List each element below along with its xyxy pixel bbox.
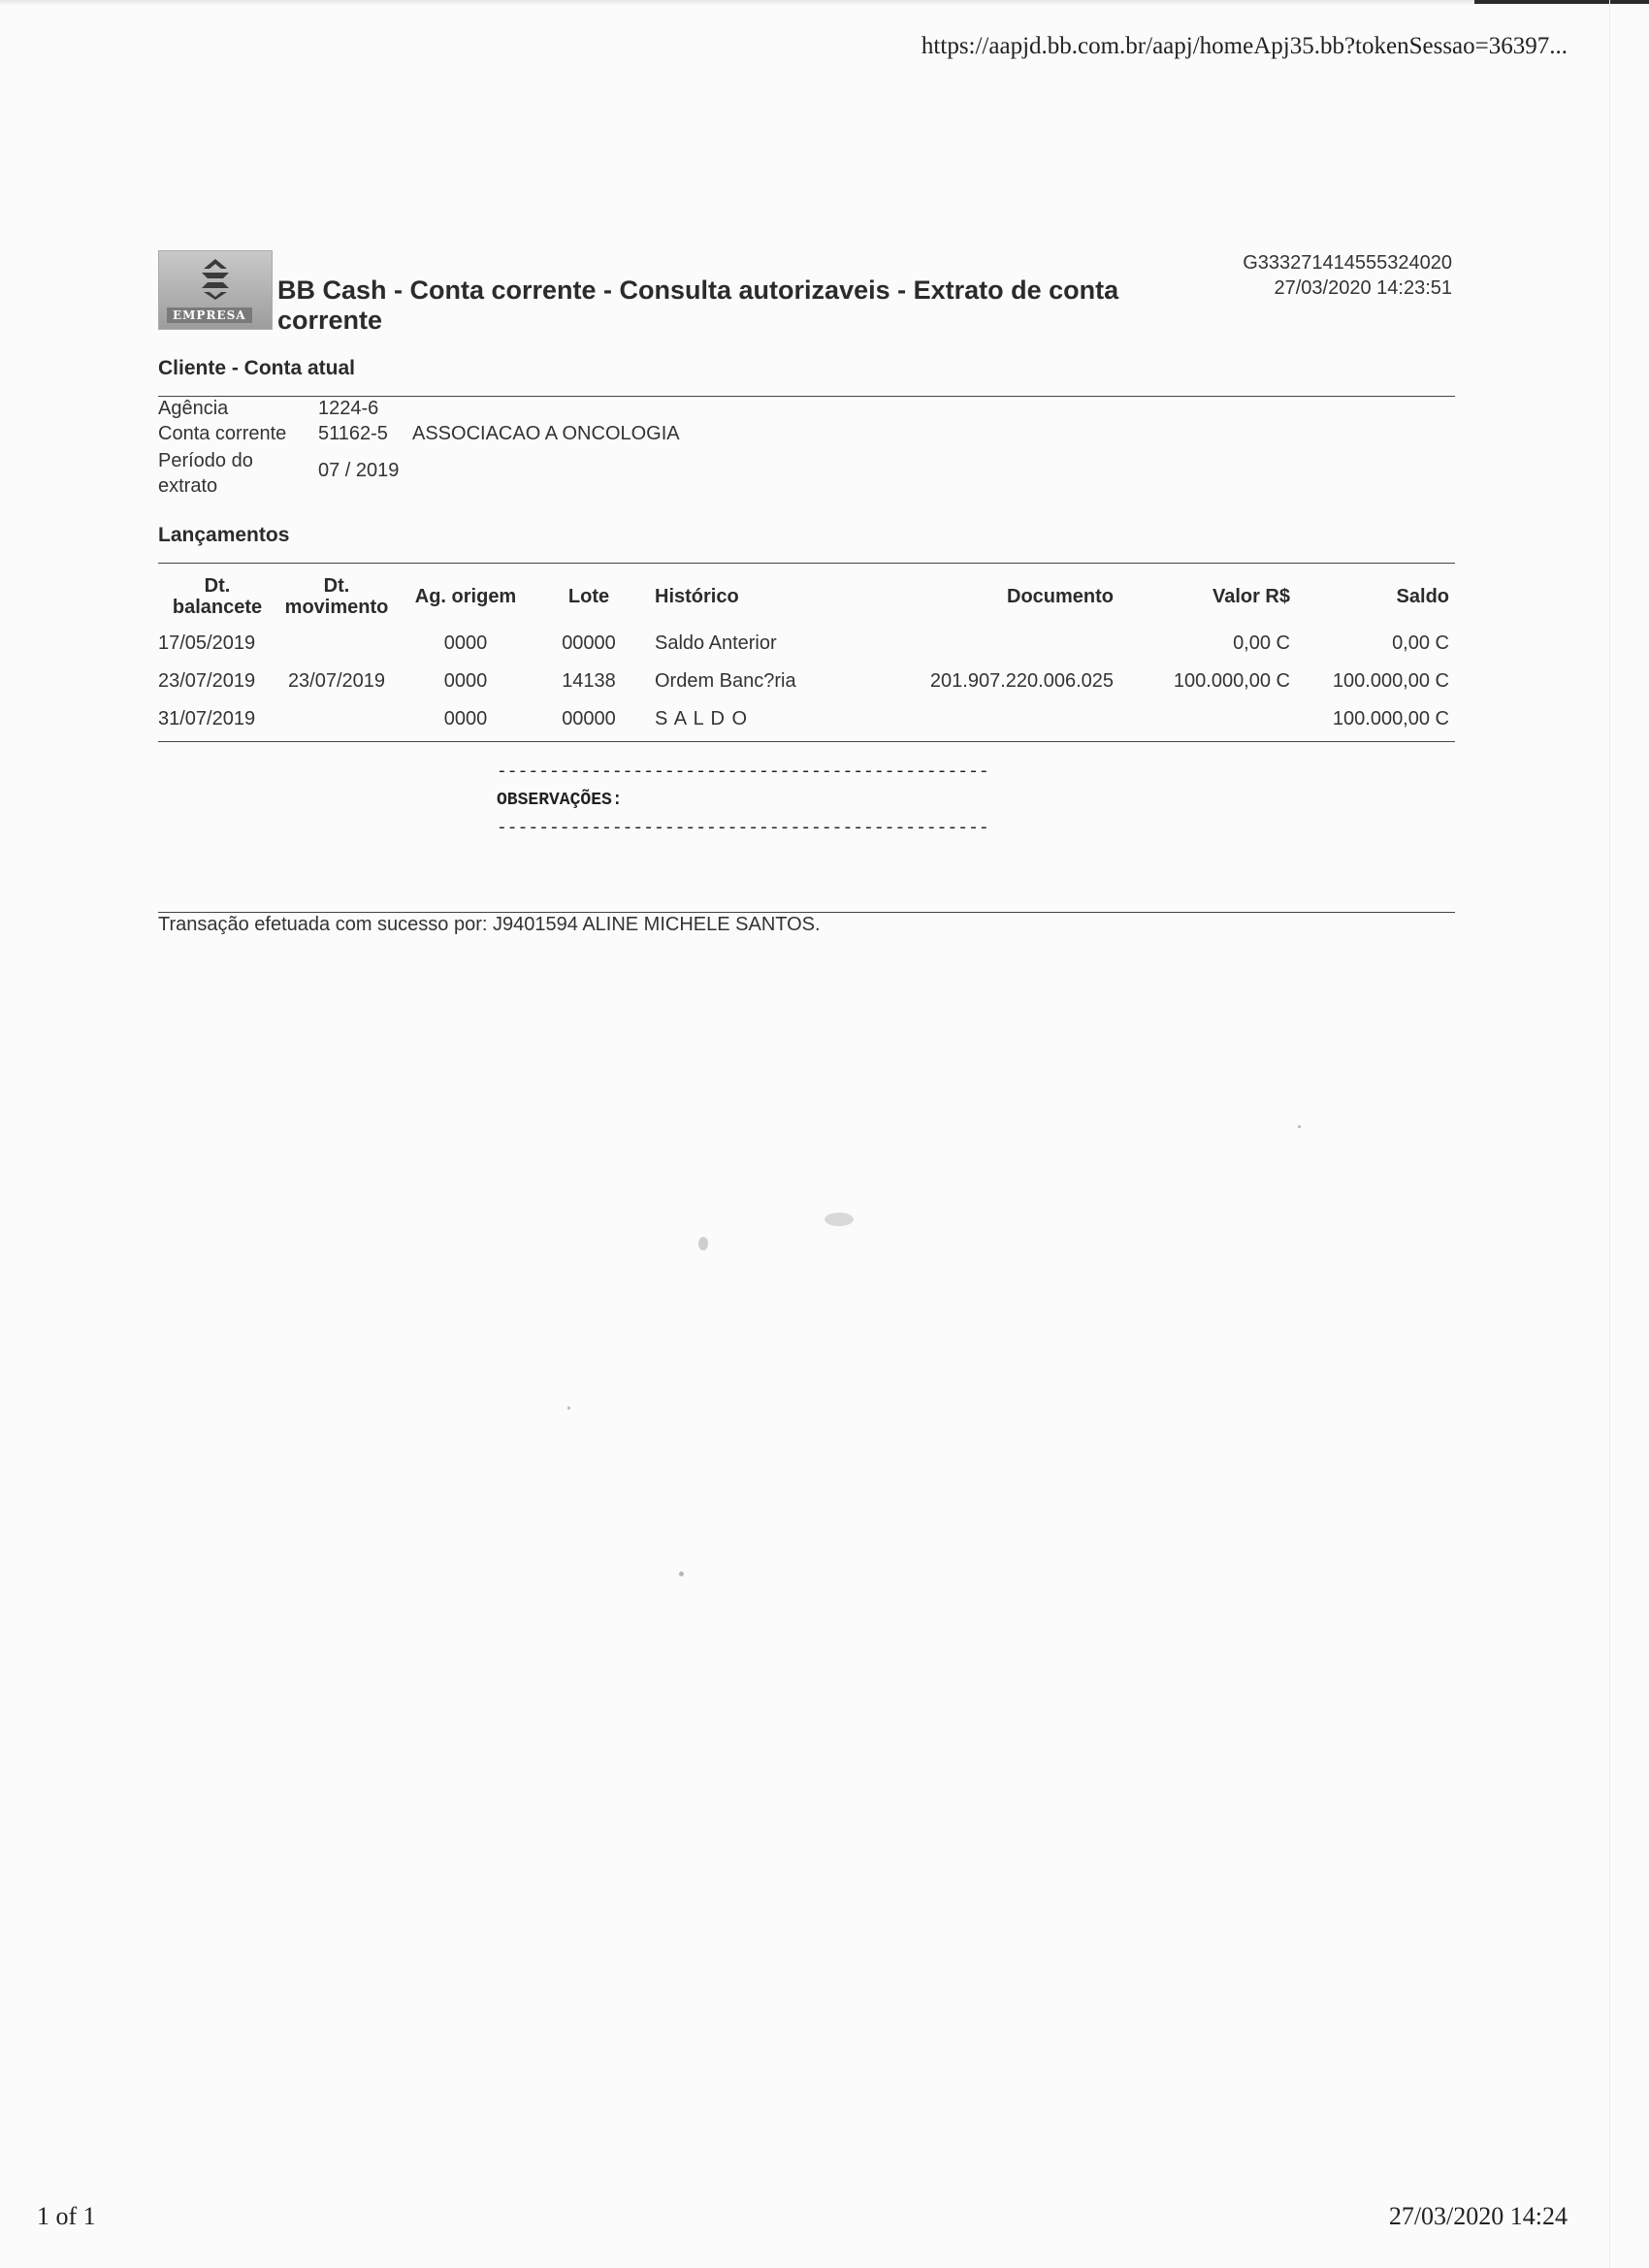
periodo-row bbox=[158, 448, 304, 499]
table-row bbox=[158, 663, 1455, 700]
table-cell bbox=[857, 700, 1114, 738]
table-cell: 00000 bbox=[562, 632, 616, 654]
column-header: Dt. movimento bbox=[284, 575, 389, 618]
scan-mark bbox=[1474, 0, 1649, 4]
scan-speck bbox=[824, 1213, 854, 1226]
bb-logo-icon bbox=[194, 257, 237, 300]
conta-label: Conta corrente bbox=[158, 423, 287, 444]
divider bbox=[158, 912, 1455, 913]
table-cell: 100.000,00 C bbox=[1332, 708, 1449, 729]
launches-section-title: Lançamentos bbox=[158, 524, 290, 546]
table-cell bbox=[1114, 700, 1290, 738]
conta-value: 51162-5 bbox=[318, 423, 388, 444]
column-header: Ag. origem bbox=[414, 586, 517, 607]
table-cell: S A L D O bbox=[655, 708, 749, 729]
table-cell: 100.000,00 C bbox=[1332, 670, 1449, 692]
table-cell: 23/07/2019 bbox=[158, 670, 256, 692]
conta-holder: ASSOCIACAO A ONCOLOGIA bbox=[412, 423, 680, 444]
table-cell: 23/07/2019 bbox=[287, 670, 386, 692]
observations-label: OBSERVAÇÕES: bbox=[497, 791, 623, 810]
column-header: Dt. balancete bbox=[172, 575, 263, 618]
success-message: Transação efetuada com sucesso por: J9401594 ALINE MICHELE SANTOS. bbox=[158, 914, 821, 935]
table-cell: Saldo Anterior bbox=[655, 632, 777, 654]
table-cell bbox=[276, 700, 397, 738]
observations-dashes: ----------------------------------------------- bbox=[497, 762, 989, 782]
transaction-datetime: 27/03/2020 14:23:51 bbox=[1274, 277, 1452, 299]
client-section-title: Cliente - Conta atual bbox=[158, 357, 356, 379]
table-cell: 0,00 C bbox=[1233, 632, 1290, 654]
table-cell: 17/05/2019 bbox=[158, 632, 256, 654]
scan-edge bbox=[0, 0, 1649, 6]
table-cell: 100.000,00 C bbox=[1173, 670, 1290, 692]
table-cell: 0,00 C bbox=[1392, 632, 1449, 654]
table-cell: 00000 bbox=[562, 708, 616, 729]
table-cell: 14138 bbox=[562, 670, 616, 692]
print-page-number: 1 of 1 bbox=[37, 2202, 96, 2230]
column-header: Saldo bbox=[1396, 586, 1449, 607]
table-row bbox=[158, 700, 1455, 738]
scan-speck bbox=[679, 1571, 684, 1576]
column-header: Lote bbox=[567, 586, 610, 607]
observations-dashes: ----------------------------------------------- bbox=[497, 819, 989, 838]
table-header-row bbox=[158, 568, 1455, 625]
bank-logo bbox=[158, 250, 273, 330]
scan-speck bbox=[698, 1237, 708, 1250]
transaction-code-block bbox=[1243, 250, 1452, 301]
observations-block bbox=[497, 759, 989, 843]
column-header: Valor R$ bbox=[1212, 586, 1290, 607]
table-cell: 31/07/2019 bbox=[158, 708, 256, 729]
launches-table bbox=[158, 568, 1455, 738]
table-cell: 0000 bbox=[443, 670, 488, 692]
agencia-label: Agência bbox=[158, 398, 229, 419]
periodo-label: Período do extrato bbox=[158, 450, 253, 497]
table-cell bbox=[857, 625, 1114, 663]
table-cell: 201.907.220.006.025 bbox=[929, 670, 1114, 692]
divider bbox=[158, 563, 1455, 564]
column-header: Documento bbox=[1007, 586, 1114, 607]
agencia-value: 1224-6 bbox=[318, 398, 379, 419]
table-row bbox=[158, 625, 1455, 663]
scan-speck bbox=[567, 1407, 570, 1409]
divider bbox=[158, 741, 1455, 742]
scan-speck bbox=[1298, 1125, 1301, 1128]
page-title: BB Cash - Conta corrente - Consulta autorizaveis - Extrato de conta corrente bbox=[277, 275, 1119, 335]
table-cell: Ordem Banc?ria bbox=[655, 670, 796, 692]
print-url: https://aapjd.bb.com.br/aapj/homeApj35.bb?tokenSessao=36397... bbox=[921, 33, 1568, 59]
logo-label: EMPRESA bbox=[167, 308, 252, 323]
table-cell bbox=[276, 625, 397, 663]
periodo-value: 07 / 2019 bbox=[318, 460, 400, 481]
print-datetime: 27/03/2020 14:24 bbox=[1388, 2202, 1568, 2230]
transaction-code: G333271414555324020 bbox=[1243, 252, 1452, 274]
scan-edge-right bbox=[1609, 0, 1610, 2268]
table-cell: 0000 bbox=[443, 708, 488, 729]
divider bbox=[158, 396, 1455, 397]
column-header: Histórico bbox=[655, 586, 739, 607]
table-cell: 0000 bbox=[443, 632, 488, 654]
